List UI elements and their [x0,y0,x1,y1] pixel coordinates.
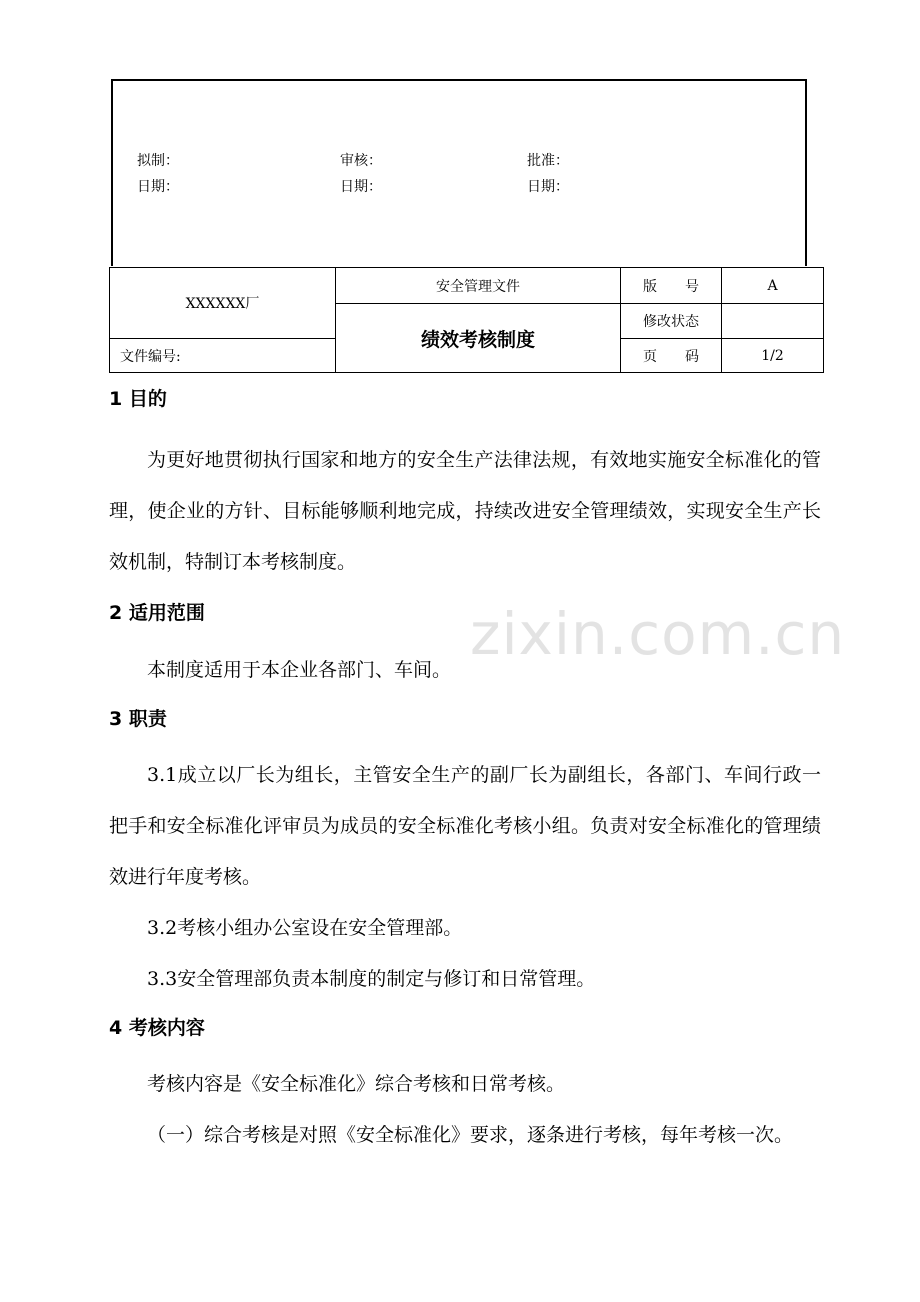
paragraph-assessment-intro: 考核内容是《安全标准化》综合考核和日常考核。 [147,1073,566,1095]
version-value: A [722,268,824,304]
page-label: 页 码 [621,339,722,373]
revision-status-label: 修改状态 [621,304,722,339]
document-number-label: 文件编号: [110,339,336,373]
section-heading-scope: 2 适用范围 [109,602,205,624]
paragraph-scope: 本制度适用于本企业各部门、车间。 [147,659,452,681]
section-heading-purpose: 1 目的 [109,388,167,410]
approved-date-label: 日期： [527,179,569,195]
company-name: XXXXXX厂 [110,268,336,339]
page-number: 1/2 [722,339,824,373]
paragraph-responsibility-3-2: 3.2考核小组办公室设在安全管理部。 [147,917,463,939]
paragraph-responsibility-3-1: 3.1成立以厂长为组长，主管安全生产的副厂长为副组长，各部门、车间行政一把手和安全标准化评审员为成员的安全标准化考核小组。负责对安全标准化的管理绩效进行年度考核。 [109,764,821,888]
section-heading-responsibilities: 3 职责 [109,708,167,730]
paragraph-comprehensive-assessment: （一）综合考核是对照《安全标准化》要求，逐条进行考核，每年考核一次。 [147,1124,794,1146]
drafted-date-label: 日期： [137,179,179,195]
approved-by-label: 批准： [527,153,569,169]
paragraph-responsibility-3-3: 3.3安全管理部负责本制度的制定与修订和日常管理。 [147,968,596,990]
document-category: 安全管理文件 [336,268,621,304]
document-header-table [109,267,824,373]
version-label: 版 号 [621,268,722,304]
approval-signature-box [111,79,807,266]
drafted-by-label: 拟制： [137,153,179,169]
watermark-text: zixin.com.cn [470,600,846,668]
reviewed-by-label: 审核： [340,153,382,169]
section-heading-assessment-content: 4 考核内容 [109,1017,205,1039]
revision-status-value [722,304,824,339]
reviewed-date-label: 日期： [340,179,382,195]
document-title: 绩效考核制度 [336,304,621,373]
document-body [109,380,821,1161]
paragraph-purpose: 为更好地贯彻执行国家和地方的安全生产法律法规，有效地实施安全标准化的管理，使企业的方针、目标能够顺利地完成，持续改进安全管理绩效，实现安全生产长效机制，特制订本考核制度。 [109,449,821,573]
